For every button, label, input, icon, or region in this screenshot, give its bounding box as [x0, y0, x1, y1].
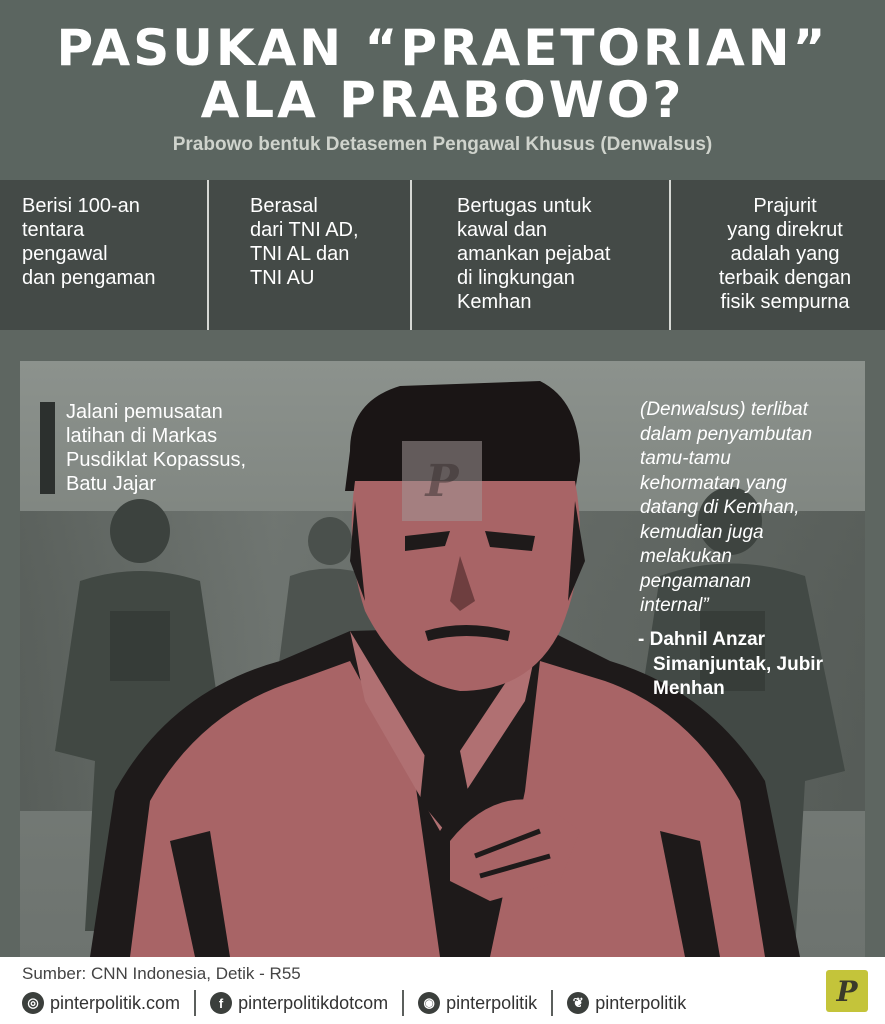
fact-line: pengawal [22, 243, 108, 265]
note-line: Jalani pemusatan [66, 401, 223, 423]
instagram-icon: ◉ [418, 992, 440, 1014]
social-links [22, 989, 686, 1017]
quote-line: kehormatan yang [640, 472, 787, 494]
title-line-1: PASUKAN “PRAETORIAN” [56, 19, 829, 77]
divider [551, 990, 553, 1016]
fact-line: yang direkrut [727, 219, 843, 241]
fact-line: amankan pejabat [457, 243, 611, 265]
social-label: pinterpolitik [595, 992, 687, 1013]
fact-2 [250, 180, 405, 330]
author-line: Simanjuntak, Jubir [653, 653, 823, 675]
social-label: pinterpolitikdotcom [238, 992, 389, 1013]
quote-line: datang di Kemhan, [640, 497, 800, 518]
footer [0, 957, 885, 1024]
quote-author [638, 628, 863, 702]
quote-line: (Denwalsus) terlibat [640, 399, 808, 420]
title-line-2: ALA PRABOWO? [200, 71, 685, 129]
social-facebook[interactable] [210, 992, 388, 1014]
note-line: latihan di Markas [66, 425, 218, 447]
quote-line: melakukan [640, 546, 732, 567]
note-line: Pusdiklat Kopassus, [66, 449, 247, 471]
fact-line: Berasal [250, 195, 318, 217]
facts-band [0, 180, 885, 330]
fact-line: kawal dan [457, 219, 548, 241]
twitter-icon: ❦ [567, 992, 589, 1014]
fact-line: dari TNI AD, [250, 219, 359, 241]
author-line: Menhan [653, 678, 725, 699]
watermark-logo: P [402, 441, 482, 521]
fact-line: di lingkungan [457, 267, 575, 289]
author-line: - Dahnil Anzar [638, 629, 766, 650]
quote-line: kemudian juga [640, 521, 764, 543]
fact-divider [669, 180, 671, 330]
fact-3 [457, 180, 662, 330]
header-band [0, 0, 885, 180]
fact-line: TNI AL dan [250, 243, 350, 265]
fact-line: terbaik dengan [718, 267, 852, 289]
social-label: pinterpolitik [446, 992, 538, 1013]
training-note [66, 400, 286, 496]
divider [402, 990, 404, 1016]
social-instagram[interactable] [418, 992, 537, 1014]
quote-line: internal” [640, 595, 709, 616]
fact-line: dan pengaman [22, 267, 156, 289]
fact-line: fisik sempurna [720, 291, 850, 313]
quote-line: pengamanan [640, 570, 751, 592]
fact-divider [207, 180, 209, 330]
fact-4 [695, 180, 875, 330]
fact-line: tentara [22, 219, 85, 241]
facebook-icon: f [210, 992, 232, 1014]
globe-icon: ◎ [22, 992, 44, 1014]
quote-text [640, 398, 860, 619]
quote-line: dalam penyambutan [640, 423, 813, 445]
quote-line: tamu-tamu [640, 448, 731, 469]
note-accent-bar [40, 402, 55, 494]
fact-line: Berisi 100-an [22, 195, 140, 217]
fact-line: TNI AU [250, 267, 315, 289]
divider [194, 990, 196, 1016]
fact-1 [22, 180, 202, 330]
fact-line: Bertugas untuk [457, 195, 592, 217]
note-line: Batu Jajar [66, 473, 157, 495]
fact-line: Kemhan [457, 291, 532, 313]
social-website[interactable] [22, 992, 180, 1014]
social-label: pinterpolitik.com [50, 992, 181, 1013]
fact-line: adalah yang [730, 243, 840, 265]
subtitle: Prabowo bentuk Detasemen Pengawal Khusus (Denwalsus) [172, 134, 713, 155]
source-credit: Sumber: CNN Indonesia, Detik - R55 [22, 964, 301, 983]
social-twitter[interactable] [567, 992, 686, 1014]
fact-line: Prajurit [753, 195, 817, 217]
pinterpolitik-logo: P [826, 970, 868, 1012]
fact-divider [410, 180, 412, 330]
